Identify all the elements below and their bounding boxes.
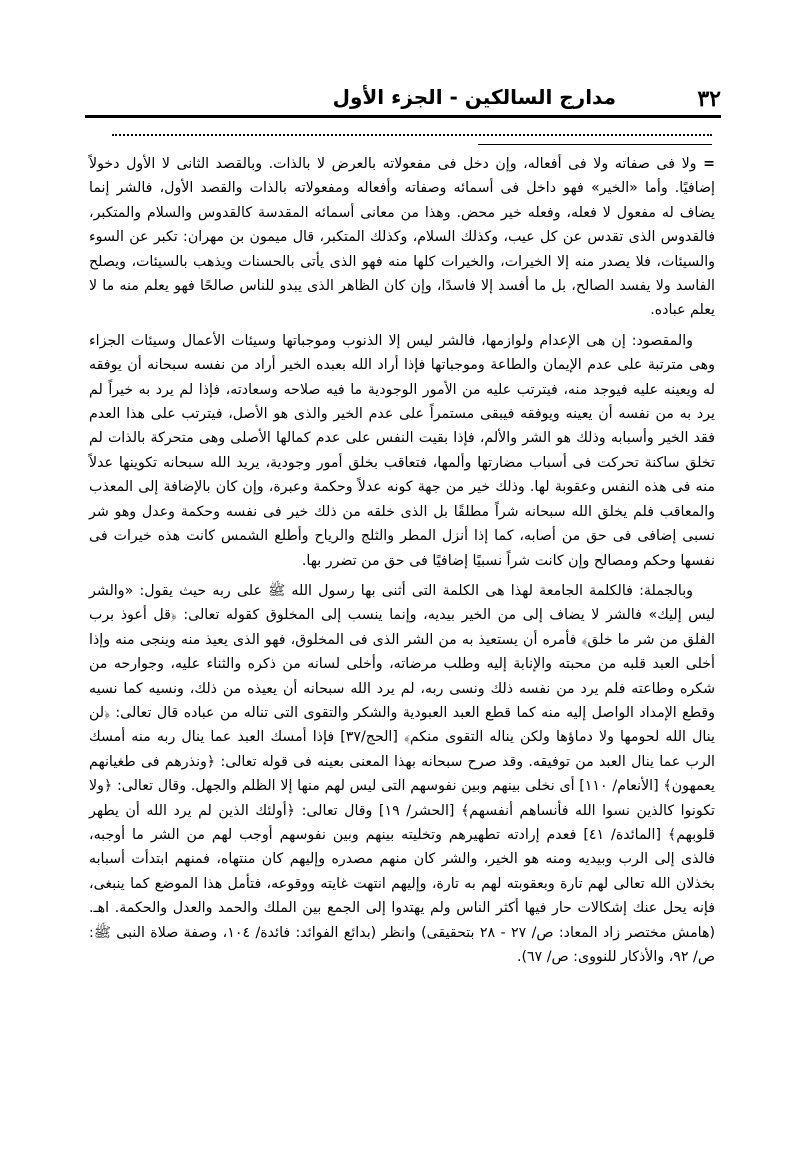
running-title: مدارج السالكين - الجزء الأول	[332, 85, 616, 109]
footnote-separator-line	[478, 144, 712, 145]
page-number: ٣٢	[697, 86, 721, 112]
footnote-paragraph-1	[89, 152, 715, 323]
footnote-body	[89, 152, 715, 969]
paragraph-text: وبالجملة: فالكلمة الجامعة لهذا هى الكلمة التى أثنى بها رسول الله ﷺ على ربه حيث يقول: «والشر ليس إليك» فالشر لا يضاف إلى من الخير بيديه، وإنما ينسب إلى المخلوق كقوله تعالى: ﴿قل أعوذ برب الفلق من شر ما خلق﴾ فأمره أن يستعيذ به من الشر الذى فى المخلوق، فهو الذى يعيذ منه وينجى منه وإذا أخلى العبد قلبه من محبته والإنابة إليه وطلب مرضاته، وأخلى لسانه من ذكره والثناء عليه، وجوارحه من شكره وطاعته فلم يرد من نفسه ذلك ونسى ربه، لم يرد الله سبحانه أن يعيذه من ذلك، ونسيه كما نسيه وقطع الإمداد الواصل إليه منه كما قطع العبد العبودية والشكر والتقوى التى تناله من عباده قال تعالى: ﴿لن ينال الله لحومها ولا دماؤها ولكن يناله التقوى منكم﴾ [الحج/٣٧] فإذا أمسك العبد عما ينال ربه منه أمسك الرب عما ينال العبد من توفيقه. وقد صرح سبحانه بهذا المعنى بعينه فى قوله تعالى: ﴿ونذرهم فى طغيانهم يعمهون﴾ [الأنعام/ ١١٠] أى نخلى بينهم وبين نفوسهم التى ليس لهم منها إلا الظلم والجهل. وقال تعالى: ﴿ولا تكونوا كالذين نسوا الله فأنساهم أنفسهم﴾ [الحشر/ ١٩] وقال تعالى: ﴿أولئك الذين لم يرد الله أن يطهر قلوبهم﴾ [المائدة/ ٤١] فعدم إرادته تطهيرهم وتخليته بينهم وبين نفوسهم أوجب لهم من الشر ما أوجبه، فالذى إلى الرب وبيديه ومنه هو الخير، والشر كان منهم مصدره وإليهم كان منتهاه، فمنهم ابتدأت أسبابه بخذلان الله تعالى لهم تارة وبعقوبته لهم به تارة، وإليهم انتهت غايته ووقوعه، فتأمل هذا الموضع كما ينبغى، فإنه يحل عنك إشكالات حار فيها أكثر الناس ولم يهتدوا إلى الجمع بين الملك والحمد والعدل والحكمة. اهـ. (هامش مختصر زاد المعاد: ص/ ٢٧ - ٢٨ بتحقيقى) وانظر (بدائع الفوائد: فائدة/ ١٠٤، وصفة صلاة النبى ﷺ: ص/ ٩٢، والأذكار للنووى: ص/ ٦٧).	[89, 582, 716, 965]
footnote-separator-dotted	[112, 134, 712, 144]
header-rule	[85, 115, 721, 118]
footnote-paragraph-3	[89, 579, 715, 970]
footnote-paragraph-2	[89, 329, 715, 573]
paragraph-text: ولا فى صفاته ولا فى أفعاله، وإن دخل فى مفعولاته بالعرض لا بالذات. وبالقصد الثانى لا الأول دخولاً إضافيًا. وأما «الخير» فهو داخل فى أسمائه وصفاته وأفعاله ومفعولاته بالذات والقصد الأول، فالشر إنما يضاف له مفعول لا فعله، وفعله خير محض. وهذا من معانى أسمائه المقدسة كالقدوس والسلام والمتكبر، فالقدوس الذى تقدس عن كل عيب، وكذلك السلام، وكذلك المتكبر، قال ميمون بن مهران: تكبر عن السوء والسيئات، فلا يصدر منه إلا الخيرات، والخيرات كلها منه فهو الذى يأتى بالحسنات ويذهب بالسيئات، ويصلح الفاسد ولا يفسد الصالح، بل ما أفسد إلا فاسدًا، وإن كان الظاهر الذى يبدو للناس صالحًا فهو يعلم منه ما لا يعلم عباده.	[89, 156, 715, 319]
paragraph-text: والمقصود: إن هى الإعدام ولوازمها، فالشر ليس إلا الذنوب وموجباتها وسيئات الأعمال وسيئات الجزاء وهى مترتبة على عدم الإيمان والطاعة وموجباتها فإذا أراد الله بعبده الخير أراد من نفسه سبحانه أن يوفقه له ويعينه عليه فيوجد منه، فيترتب عليه من الأمور الوجودية ما فيه صلاحه وسعادته، فإذا لم يرد به خيراً لم يرد به من نفسه أن يعينه ويوفقه فيبقى مستمراً على عدم الخير والذى هو الأصل، فيترتب على هذا العدم فقد الخير وأسبابه وذلك هو الشر والألم، فإذا بقيت النفس على عدم كمالها الأصلى وهى متحركة بالذات لم تخلق ساكنة تحركت فى أسباب مضارتها وألمها، فتعاقب بخلق أمور وجودية، يريد الله سبحانه تكوينها عدلاً منه فى هذه النفس وعقوبة لها. وذلك خير من جهة كونه عدلاً وحكمة وعبرة، وإن كان بالإضافة إلى المعذب والمعاقب فلم يخلق الله سبحانه شراً مطلقًا بل الذى خلقه من ذلك خير فى نفسه وحكمة وعدل وهو شر نسبى إضافى فى حق من أصابه، كما إذا أنزل المطر والثلج والرياح وأطلع الشمس كانت هذه خيرات فى نفسها وحكم ومصالح وإن كانت شراً نسبيًا إضافيًا فى حق من تضرر بها.	[89, 332, 715, 569]
page-header	[85, 84, 721, 114]
continuation-mark: =	[703, 156, 715, 172]
